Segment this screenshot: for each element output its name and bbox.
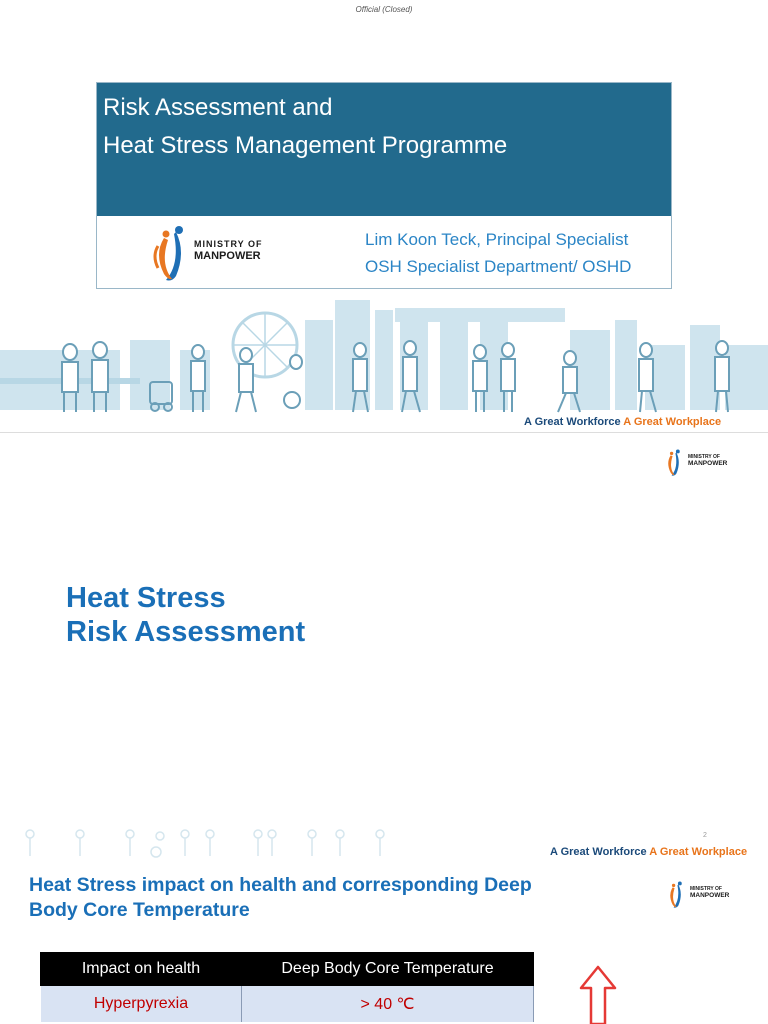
table-header-row [41,953,534,986]
mom-logo-icon [146,224,196,284]
mom-logo-small-icon [662,448,686,478]
faded-figures-strip [0,826,400,860]
mom-logo [146,224,286,284]
tagline-slide-2 [550,846,747,858]
tagline-workforce: A Great Workforce [524,416,621,428]
section-heading-line-1: Heat Stress [66,582,226,614]
title-line-1: Risk Assessment and [103,94,333,121]
slide-title-line-1: Heat Stress impact on health and corresponding Deep [29,874,532,896]
logo-small-line-1: MINISTRY OF [688,454,720,460]
logo-line-2: MANPOWER [194,250,261,262]
tagline-workforce-2: A Great Workforce [550,846,647,858]
section-heading-line-2: Risk Assessment [66,616,306,648]
mom-logo-small-2 [664,880,764,912]
presenter-department: OSH Specialist Department/ OSHD [365,257,632,276]
logo-line-1: MINISTRY OF [194,239,263,249]
logo-small-2-line-1: MINISTRY OF [690,886,722,892]
arrow-up-icon [578,964,618,1024]
impact-table [40,952,534,1023]
logo-small-2-line-2: MANPOWER [690,892,730,899]
tagline-slide-1 [524,416,721,428]
classification-label: Official (Closed) [355,5,413,14]
title-line-2: Heat Stress Management Programme [103,132,508,159]
mom-logo-small [662,448,762,480]
mom-logo-small-2-icon [664,880,688,910]
slide-title-line-2: Body Core Temperature [29,899,250,921]
tagline-workplace: A Great Workplace [623,416,722,428]
header-temperature: Deep Body Core Temperature [242,953,534,986]
tagline-workplace-2: A Great Workplace [649,846,748,858]
header-impact: Impact on health [41,953,242,986]
presenter-name: Lim Koon Teck, Principal Specialist [365,230,629,249]
cell-impact: Hyperpyrexia [41,986,242,1023]
skyline-illustration [0,290,768,415]
slide-divider [0,432,768,433]
page-number: 2 [703,832,707,839]
cell-temperature: > 40 ℃ [242,986,534,1023]
logo-small-line-2: MANPOWER [688,460,728,467]
table-row [41,986,534,1023]
